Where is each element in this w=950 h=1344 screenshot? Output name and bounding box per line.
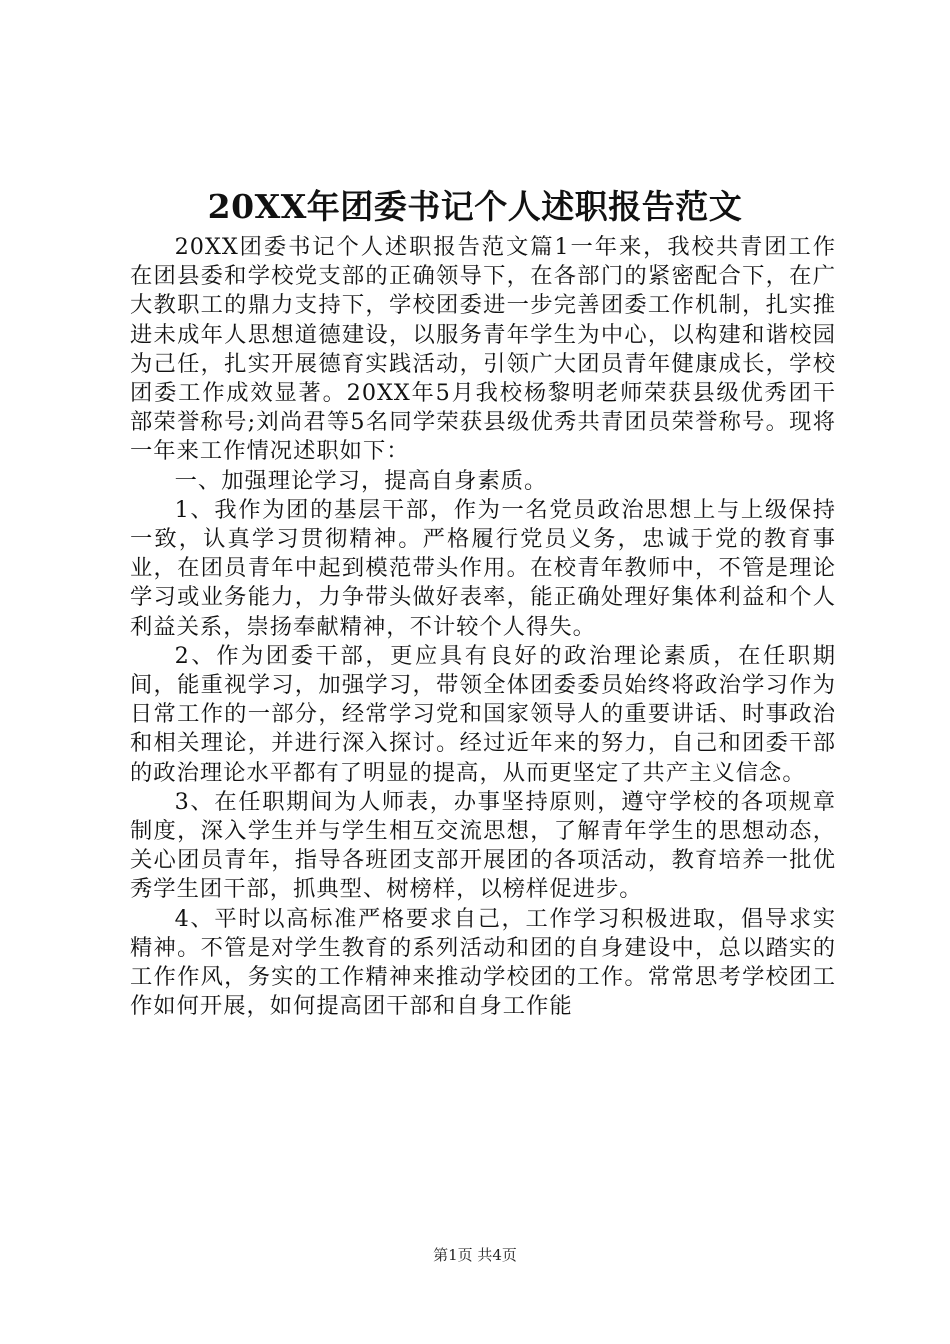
body-paragraph-item-4: 4、平时以高标准严格要求自己，工作学习积极进取，倡导求实精神。不管是对学生教育的系列活动和团的自身建设中，总以踏实的工作作风，务实的工作精神来推动学校团的工作。常常思考学校团工作如何开展，如何提高团干部和自身工作能 bbox=[130, 905, 836, 1020]
body-paragraph-item-1: 1、我作为团的基层干部，作为一名党员政治思想上与上级保持一致，认真学习贯彻精神。严格履行党员义务，忠诚于党的教育事业，在团员青年中起到模范带头作用。在校青年教师中，不管是理论学习或业务能力，力争带头做好表率，能正确处理好集体利益和个人利益关系，崇扬奉献精神，不计较个人得失。 bbox=[130, 496, 836, 640]
document-title: 20XX年团委书记个人述职报告范文 bbox=[207, 187, 743, 226]
body-paragraph-item-2: 2、作为团委干部，更应具有良好的政治理论素质，在任职期间，能重视学习，加强学习，带领全体团委委员始终将政治学习作为日常工作的一部分，经常学习党和国家领导人的重要讲话、时事政治和相关理论，并进行深入探讨。经过近年来的努力，自己和团委干部的政治理论水平都有了明显的提高，从而更坚定了共产主义信念。 bbox=[130, 642, 836, 786]
page-number-footer: 第1页 共4页 bbox=[433, 1246, 517, 1264]
document-body bbox=[130, 233, 836, 1021]
section-heading-one: 一、加强理论学习，提高自身素质。 bbox=[174, 467, 548, 494]
body-paragraph-intro: 20XX团委书记个人述职报告范文篇1一年来，我校共青团工作在团县委和学校党支部的正确领导下，在各部门的紧密配合下，在广大教职工的鼎力支持下，学校团委进一步完善团委工作机制，扎实推进未成年人思想道德建设，以服务青年学生为中心，以构建和谐校园为己任，扎实开展德育实践活动，引领广大团员青年健康成长，学校团委工作成效显著。20XX年5月我校杨黎明老师荣获县级优秀团干部荣誉称号;刘尚君等5名同学荣获县级优秀共青团员荣誉称号。现将一年来工作情况述职如下： bbox=[130, 234, 836, 465]
body-paragraph-item-3: 3、在任职期间为人师表，办事坚持原则，遵守学校的各项规章制度，深入学生并与学生相互交流思想，了解青年学生的思想动态，关心团员青年，指导各班团支部开展团的各项活动，教育培养一批优秀学生团干部，抓典型、树榜样，以榜样促进步。 bbox=[130, 788, 836, 903]
